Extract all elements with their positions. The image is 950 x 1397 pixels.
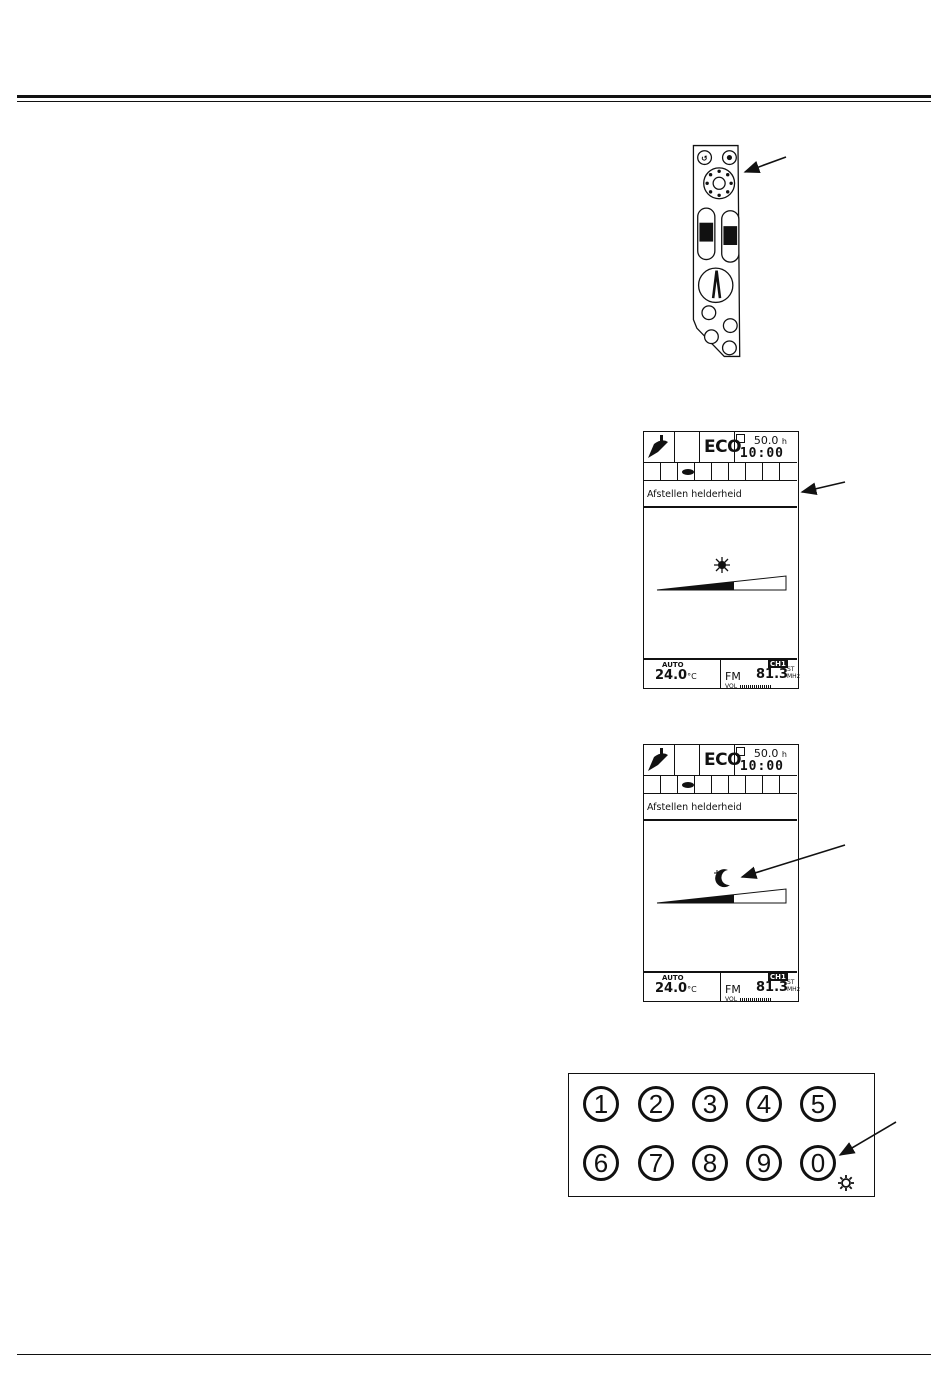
radio-band: FM	[725, 983, 741, 996]
arrow-icon	[802, 482, 845, 492]
key-9[interactable]: 9	[746, 1145, 782, 1181]
climate-mode: AUTO	[662, 661, 684, 669]
climate-temperature: 24.0°C	[655, 981, 697, 996]
menu-title: Afstellen helderheid	[647, 489, 742, 500]
key-5[interactable]: 5	[800, 1086, 836, 1122]
key-6[interactable]: 6	[583, 1145, 619, 1181]
key-1[interactable]: 1	[583, 1086, 619, 1122]
arrow-icon	[742, 845, 845, 877]
volume-label: VOL	[725, 996, 738, 1003]
svg-text:↺: ↺	[701, 154, 708, 163]
key-8[interactable]: 8	[692, 1145, 728, 1181]
eco-mode-label: ECO	[704, 437, 742, 457]
radio-unit: ST MHz	[787, 666, 800, 680]
arrow-icon	[840, 1122, 896, 1155]
radio-channel: CH1	[770, 660, 786, 668]
arrow-icon	[745, 157, 786, 172]
clock: 10:00	[739, 446, 784, 461]
menu-title: Afstellen helderheid	[647, 802, 742, 813]
climate-temperature: 24.0°C	[655, 668, 697, 683]
key-0[interactable]: 0	[800, 1145, 836, 1181]
key-2[interactable]: 2	[638, 1086, 674, 1122]
radio-band: FM	[725, 670, 741, 683]
hour-meter: 50.0 h	[753, 747, 787, 760]
radio-frequency: 81.3	[756, 667, 789, 682]
radio-unit: ST MHz	[787, 979, 800, 993]
radio-frequency: 81.3	[756, 980, 789, 995]
climate-mode: AUTO	[662, 974, 684, 982]
clock: 10:00	[739, 759, 784, 774]
key-3[interactable]: 3	[692, 1086, 728, 1122]
eco-mode-label: ECO	[704, 750, 742, 770]
key-7[interactable]: 7	[638, 1145, 674, 1181]
hour-meter: 50.0 h	[753, 434, 787, 447]
key-4[interactable]: 4	[746, 1086, 782, 1122]
volume-label: VOL	[725, 683, 738, 690]
radio-channel: CH1	[770, 973, 786, 981]
